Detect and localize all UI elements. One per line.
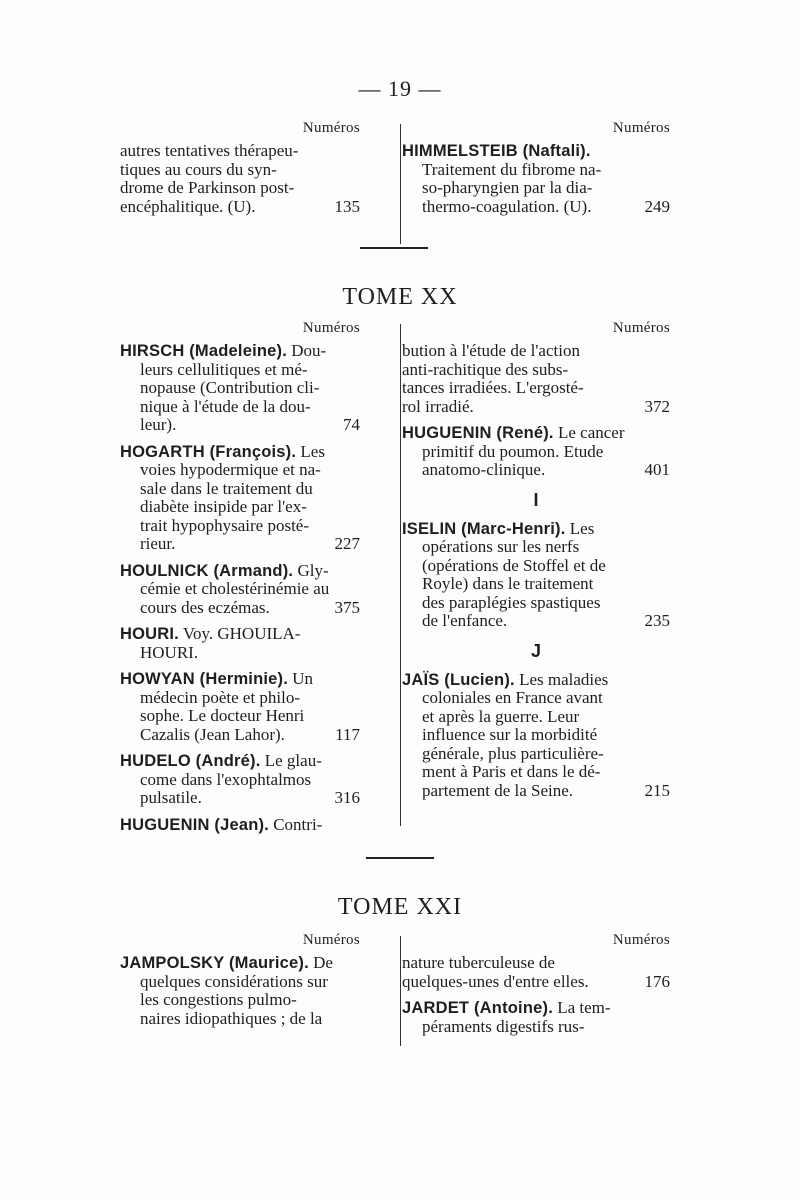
entry-list	[402, 520, 670, 631]
entry-text: Les	[296, 441, 325, 461]
tome-title: TOME XXI	[337, 894, 463, 920]
entry-list	[402, 954, 670, 1036]
numeros-header: Numéros	[612, 120, 670, 136]
entry-text-line: rieur.	[140, 534, 176, 553]
numeros-header: Numéros	[302, 120, 360, 136]
entry-text: Un	[288, 669, 314, 688]
entry-text-line: Cazalis (Jean Lahor).	[140, 724, 285, 744]
entry-text: De	[308, 953, 333, 972]
index-entry	[120, 816, 360, 835]
entry-text-line: cours des eczémas.	[140, 597, 270, 617]
tome-xx-right-column	[402, 320, 670, 808]
page-number: — 19 —	[358, 76, 442, 101]
entry-first-line	[120, 816, 360, 835]
section-divider	[360, 247, 428, 249]
entry-list	[120, 342, 360, 834]
index-entry	[402, 671, 670, 801]
author-name: JAÏS (Lucien).	[402, 670, 515, 689]
entry-text-line: des paraplégies spastiques	[422, 592, 601, 612]
tome-xx-left-column	[120, 320, 360, 842]
entry-text-line: voies hypodermique et na-	[140, 460, 321, 479]
entry-text-line: cémie et cholestérinémie au	[140, 579, 330, 598]
entry-text-line: opérations sur les nerfs	[422, 537, 580, 556]
entry-first-line	[120, 562, 360, 581]
author-name: HUGUENIN (Jean).	[120, 815, 269, 834]
entry-text-line: tiques au cours du syn-	[120, 159, 277, 179]
entry-text-line: encéphalitique. (U).	[120, 196, 256, 216]
entry-text: Gly-	[293, 560, 329, 580]
author-name: HUGUENIN (René).	[402, 424, 554, 442]
entry-text-line: drome de Parkinson post-	[120, 178, 295, 197]
entry-text-line: primitif du poumon. Etude	[422, 441, 604, 461]
entry-text-line: quelques-unes d'entre elles.	[402, 971, 589, 991]
author-name: HOURI.	[120, 625, 179, 643]
top-left-column	[120, 120, 360, 224]
entry-list	[120, 954, 360, 1028]
entry-text-line: thermo-coagulation. (U).	[422, 196, 592, 216]
numeros-header: Numéros	[612, 320, 670, 336]
entry-text-line: tances irradiées. L'ergosté-	[402, 378, 584, 397]
entry-text-line: bution à l'étude de l'action	[402, 341, 580, 360]
letter-heading-j: J	[530, 640, 541, 661]
entry-text-line: HOURI.	[140, 642, 199, 662]
entry-text-line: influence sur la morbidité	[422, 725, 598, 744]
thesis-number: 215	[644, 780, 670, 800]
top-right-column	[402, 120, 670, 224]
entry-text-line: leur).	[140, 415, 177, 434]
entry-first-line	[402, 671, 670, 690]
entry-text-line: anatomo-clinique.	[422, 460, 546, 479]
thesis-number: 375	[334, 597, 360, 617]
column-divider	[400, 324, 401, 826]
entry-first-line	[120, 342, 360, 361]
thesis-number: 135	[334, 196, 360, 216]
entry-text-line: pulsatile.	[140, 788, 202, 807]
entry-text-line: et après la guerre. Leur	[422, 706, 580, 726]
author-name: HOWYAN (Herminie).	[120, 670, 289, 688]
author-name: HOULNICK (Armand).	[120, 561, 294, 580]
entry-text-line: so-pharyngien par la dia-	[422, 178, 593, 197]
top-block	[120, 120, 680, 246]
entry-list	[402, 342, 670, 480]
author-name: HIMMELSTEIB (Naftali).	[402, 142, 591, 160]
entry-text-line: autres tentatives thérapeu-	[120, 141, 299, 160]
index-entry	[402, 142, 670, 216]
index-entry	[402, 999, 670, 1036]
entry-text-line: diabète insipide par l'ex-	[140, 497, 307, 516]
entry-text-line: Royle) dans le traitement	[422, 574, 594, 593]
entry-text-line: de l'enfance.	[422, 611, 508, 630]
entry-text: Les maladies	[514, 669, 609, 689]
tome-title: TOME XX	[342, 284, 458, 310]
index-entry	[120, 562, 360, 618]
entry-text-line: Traitement du fibrome na-	[422, 159, 602, 179]
index-entry	[402, 342, 670, 416]
entry-text-line: générale, plus particulière-	[422, 743, 604, 763]
entry-text-line: médecin poète et philo-	[140, 687, 301, 707]
numeros-header: Numéros	[302, 320, 360, 336]
entry-text-line: (opérations de Stoffel et de	[422, 555, 606, 575]
author-name: HOGARTH (François).	[120, 442, 297, 461]
numeros-header: Numéros	[612, 932, 670, 948]
entry-text-line: coloniales en France avant	[422, 688, 603, 707]
entry-text-line: sophe. Le docteur Henri	[140, 706, 305, 725]
index-entry	[120, 670, 360, 744]
section-divider	[366, 857, 434, 859]
thesis-number: 227	[334, 534, 360, 553]
index-entry	[120, 752, 360, 808]
thesis-number: 74	[343, 415, 360, 434]
thesis-number: 176	[644, 971, 670, 991]
entry-text: Dou-	[287, 341, 327, 360]
tome-xxi-block	[120, 932, 680, 1050]
entry-text-line: nature tuberculeuse de	[402, 953, 555, 972]
author-name: JAMPOLSKY (Maurice).	[120, 954, 309, 972]
entry-first-line	[120, 670, 360, 689]
entry-text-line: sale dans le traitement du	[140, 478, 313, 498]
entry-text-line: leurs cellulitiques et mé-	[140, 359, 308, 379]
entry-list	[402, 142, 670, 216]
thesis-number: 235	[644, 611, 670, 630]
entry-text-line: nique à l'étude de la dou-	[140, 396, 311, 416]
entry-text: Les	[565, 518, 595, 538]
entry-text-line: rol irradié.	[402, 396, 474, 416]
author-name: JARDET (Antoine).	[402, 999, 553, 1017]
thesis-number: 372	[644, 396, 670, 416]
letter-heading-i: I	[533, 489, 539, 510]
entry-first-line	[402, 142, 670, 161]
entry-list	[120, 142, 360, 216]
entry-text: La tem-	[552, 998, 611, 1017]
entry-text-line: trait hypophysaire posté-	[140, 515, 310, 535]
entry-first-line	[120, 752, 360, 771]
index-entry	[402, 520, 670, 631]
entry-first-line	[402, 999, 670, 1018]
thesis-number: 117	[335, 724, 360, 744]
index-entry	[120, 625, 360, 662]
author-name: HUDELO (André).	[120, 752, 261, 770]
entry-text-line: nopause (Contribution cli-	[140, 378, 320, 397]
thesis-number: 316	[334, 788, 360, 807]
entry-first-line	[402, 520, 670, 539]
entry-text-line: naires idiopathiques ; de la	[140, 1008, 323, 1028]
entry-text-line: anti-rachitique des subs-	[402, 359, 569, 379]
entry-text-line: partement de la Seine.	[422, 780, 574, 800]
entry-text-line: come dans l'exophtalmos	[140, 769, 312, 789]
entry-first-line	[402, 424, 670, 443]
index-entry	[402, 954, 670, 991]
index-entry	[120, 443, 360, 554]
entry-text: Le cancer	[553, 423, 625, 442]
thesis-number: 401	[644, 460, 670, 479]
tome-xxi-right-column	[402, 932, 670, 1044]
index-entry	[120, 342, 360, 435]
index-entry	[120, 954, 360, 1028]
entry-first-line	[120, 443, 360, 462]
entry-list	[402, 671, 670, 801]
entry-text-line: quelques considérations sur	[140, 971, 328, 991]
index-entry	[120, 142, 360, 216]
tome-xxi-left-column	[120, 932, 360, 1036]
tome-xx-block	[120, 320, 680, 834]
entry-text: Voy. GHOUILA-	[178, 624, 301, 643]
column-divider	[400, 124, 401, 244]
entry-text-line: ment à Paris et dans le dé-	[422, 762, 601, 781]
entry-first-line	[120, 625, 360, 644]
author-name: HIRSCH (Madeleine).	[120, 342, 287, 360]
entry-text-line: les congestions pulmo-	[140, 990, 297, 1009]
entry-text: Le glau-	[260, 751, 322, 770]
author-name: ISELIN (Marc-Henri).	[402, 519, 566, 538]
thesis-number: 249	[644, 196, 670, 216]
entry-text: Contri-	[268, 814, 323, 834]
entry-first-line	[120, 954, 360, 973]
index-entry	[402, 424, 670, 480]
numeros-header: Numéros	[302, 932, 360, 948]
entry-text-line: péraments digestifs rus-	[422, 1016, 585, 1036]
column-divider	[400, 936, 401, 1046]
